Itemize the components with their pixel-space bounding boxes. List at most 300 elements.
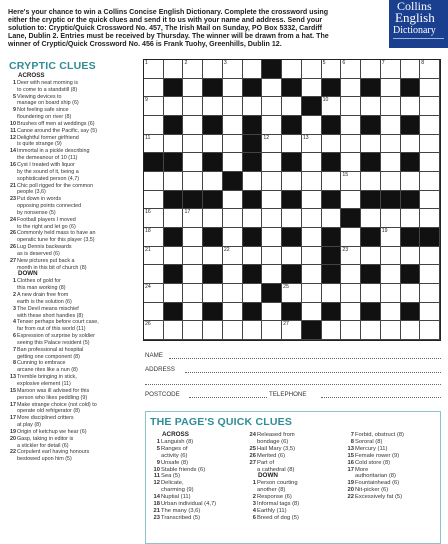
crossword-cell[interactable] <box>203 135 223 154</box>
crossword-cell[interactable] <box>223 116 243 135</box>
clue-item <box>344 446 440 453</box>
clue-text <box>17 107 143 121</box>
cell-number: 26 <box>145 321 151 328</box>
clue-number: 2 <box>13 292 16 298</box>
crossword-cell[interactable] <box>381 284 401 303</box>
crossword-cell[interactable] <box>401 135 421 154</box>
clue-text-line: Sororal (8) <box>355 438 383 445</box>
crossword-cell[interactable] <box>282 135 302 154</box>
crossword-cell[interactable] <box>381 321 401 340</box>
crossword-cell[interactable] <box>361 284 381 303</box>
clue-text <box>17 217 143 231</box>
crossword-cell[interactable] <box>183 284 203 303</box>
crossword-cell[interactable] <box>341 191 361 210</box>
crossword-cell[interactable] <box>381 247 401 266</box>
crossword-cell[interactable] <box>203 209 223 228</box>
clue-text <box>257 515 342 522</box>
crossword-cell[interactable] <box>262 321 282 340</box>
crossword-cell[interactable] <box>262 209 282 228</box>
clue-text-line: by nonsense (5) <box>17 209 56 216</box>
crossword-cell[interactable] <box>341 135 361 154</box>
crossword-block <box>341 209 361 228</box>
clue-number: 24 <box>10 216 16 223</box>
clue-text-line: Delightful former girlfriend <box>17 134 79 141</box>
quick-down-heading: DOWN <box>258 472 278 480</box>
crossword-cell[interactable] <box>282 321 302 340</box>
clue-text <box>355 453 440 460</box>
intro-text <box>8 8 386 48</box>
clue-item <box>344 432 440 439</box>
crossword-cell[interactable] <box>302 135 322 154</box>
address-row-2 <box>145 378 441 388</box>
clue-text <box>161 480 246 494</box>
crossword-cell[interactable] <box>262 135 282 154</box>
crossword-cell[interactable] <box>262 265 282 284</box>
clue-text-line: Hail Mary (3,5) <box>257 445 296 452</box>
crossword-cell[interactable] <box>302 116 322 135</box>
clue-number: 27 <box>10 257 16 264</box>
crossword-block <box>203 191 223 210</box>
crossword-cell[interactable] <box>203 321 223 340</box>
crossword-cell[interactable] <box>341 79 361 98</box>
crossword-cell[interactable] <box>164 247 184 266</box>
crossword-cell[interactable] <box>203 284 223 303</box>
crossword-cells <box>144 60 440 340</box>
clue-item <box>150 473 246 480</box>
clue-item <box>246 432 342 446</box>
crossword-block <box>322 116 342 135</box>
clue-number: 15 <box>10 387 16 394</box>
crossword-cell[interactable] <box>223 97 243 116</box>
clue-text-line: month in this bit of church (8) <box>17 264 87 271</box>
crossword-cell[interactable] <box>223 135 243 154</box>
cell-number: 22 <box>223 246 230 253</box>
crossword-cell[interactable] <box>282 172 302 191</box>
crossword-cell[interactable] <box>420 135 440 154</box>
crossword-cell[interactable] <box>322 60 342 79</box>
crossword-cell[interactable] <box>144 116 164 135</box>
clue-text-line: by the sound of it, being a <box>17 168 79 175</box>
crossword-cell[interactable] <box>144 97 164 116</box>
name-field[interactable] <box>169 358 441 359</box>
clue-text-line: Merited (6) <box>257 452 286 459</box>
crossword-cell[interactable] <box>223 79 243 98</box>
crossword-cell[interactable] <box>282 247 302 266</box>
dictionary-cover-image <box>389 0 448 48</box>
crossword-cell[interactable] <box>381 116 401 135</box>
crossword-cell[interactable] <box>144 265 164 284</box>
clue-text-line: the demeanour of 10 (11) <box>17 155 78 162</box>
crossword-cell[interactable] <box>183 209 203 228</box>
crossword-cell[interactable] <box>144 321 164 340</box>
crossword-cell[interactable] <box>223 247 243 266</box>
crossword-cell[interactable] <box>420 303 440 322</box>
crossword-cell[interactable] <box>322 209 342 228</box>
crossword-cell[interactable] <box>183 135 203 154</box>
crossword-cell[interactable] <box>401 97 421 116</box>
crossword-cell[interactable] <box>144 247 164 266</box>
cryptic-clues-list <box>8 73 143 463</box>
crossword-cell[interactable] <box>361 60 381 79</box>
crossword-cell[interactable] <box>341 172 361 191</box>
crossword-cell[interactable] <box>322 172 342 191</box>
crossword-cell[interactable] <box>302 191 322 210</box>
crossword-cell[interactable] <box>322 284 342 303</box>
crossword-cell[interactable] <box>282 60 302 79</box>
clue-text-line: Part of <box>257 459 275 466</box>
crossword-cell[interactable] <box>164 284 184 303</box>
clue-number: 1 <box>156 438 160 445</box>
telephone-field[interactable] <box>321 397 441 398</box>
crossword-block <box>223 172 243 191</box>
crossword-cell[interactable] <box>262 172 282 191</box>
crossword-cell[interactable] <box>401 284 421 303</box>
crossword-cell[interactable] <box>381 228 401 247</box>
crossword-block <box>361 153 381 172</box>
crossword-cell[interactable] <box>341 265 361 284</box>
crossword-cell[interactable] <box>282 209 302 228</box>
crossword-cell[interactable] <box>144 284 164 303</box>
crossword-cell[interactable] <box>223 321 243 340</box>
crossword-cell[interactable] <box>262 116 282 135</box>
crossword-cell[interactable] <box>262 79 282 98</box>
clue-text <box>161 473 246 480</box>
crossword-cell[interactable] <box>302 153 322 172</box>
crossword-block <box>164 303 184 322</box>
crossword-block <box>302 97 322 116</box>
crossword-block <box>243 265 263 284</box>
crossword-cell[interactable] <box>164 209 184 228</box>
crossword-cell[interactable] <box>420 172 440 191</box>
crossword-block <box>282 303 302 322</box>
crossword-cell[interactable] <box>262 153 282 172</box>
crossword-cell[interactable] <box>164 60 184 79</box>
crossword-cell[interactable] <box>361 321 381 340</box>
clue-text-line: opposing points connected <box>17 203 82 210</box>
clue-number: 11 <box>153 473 160 480</box>
clue-item <box>8 347 143 361</box>
crossword-cell[interactable] <box>341 247 361 266</box>
crossword-cell[interactable] <box>164 97 184 116</box>
crossword-cell[interactable] <box>144 172 164 191</box>
clue-number: 18 <box>153 501 160 508</box>
clue-item <box>246 453 342 460</box>
clue-item <box>150 494 246 501</box>
clue-text-line: Put down in words <box>17 196 62 203</box>
crossword-cell[interactable] <box>361 209 381 228</box>
clue-item <box>344 460 440 467</box>
cell-number: 9 <box>145 97 148 104</box>
quick-clues-panel <box>145 411 441 544</box>
crossword-cell[interactable] <box>420 116 440 135</box>
clue-text <box>17 402 143 416</box>
crossword-block <box>361 116 381 135</box>
crossword-cell[interactable] <box>401 60 421 79</box>
crossword-cell[interactable] <box>361 135 381 154</box>
crossword-block <box>164 265 184 284</box>
crossword-cell[interactable] <box>420 209 440 228</box>
crossword-cell[interactable] <box>183 172 203 191</box>
clue-text <box>257 453 342 460</box>
crossword-cell[interactable] <box>361 247 381 266</box>
crossword-cell[interactable] <box>420 79 440 98</box>
clue-number: 23 <box>10 196 16 203</box>
clue-item <box>246 480 342 494</box>
crossword-cell[interactable] <box>144 60 164 79</box>
crossword-cell[interactable] <box>361 97 381 116</box>
crossword-cell[interactable] <box>341 284 361 303</box>
clue-text-line: The many (3,6) <box>161 507 201 514</box>
clue-number: 17 <box>10 415 16 422</box>
crossword-cell[interactable] <box>144 303 164 322</box>
crossword-cell[interactable] <box>144 228 164 247</box>
dictionary-brand: Collins <box>397 0 432 13</box>
clue-text-line: person who likes peddling (9) <box>17 394 88 401</box>
down-heading: DOWN <box>18 270 38 278</box>
clue-item <box>8 449 143 463</box>
clue-text-line: Football players I moved <box>17 216 76 223</box>
crossword-cell[interactable] <box>183 247 203 266</box>
clue-number: 24 <box>249 432 256 438</box>
crossword-cell[interactable] <box>223 284 243 303</box>
crossword-cell[interactable] <box>262 247 282 266</box>
clue-text <box>17 415 143 429</box>
crossword-cell[interactable] <box>144 191 164 210</box>
intro-line: winner of Cryptic/Quick Crossword No. 456 is Frank Tuohy, Greenhills, Dublin 12. <box>8 40 282 49</box>
quick-col-3 <box>344 432 440 501</box>
crossword-cell[interactable] <box>420 97 440 116</box>
clue-text-line: Immortal in a pickle describing <box>17 148 90 155</box>
crossword-cell[interactable] <box>341 228 361 247</box>
crossword-cell[interactable] <box>183 116 203 135</box>
clue-text-line: arcane rites like a nun (8) <box>17 367 78 374</box>
crossword-block <box>361 228 381 247</box>
crossword-cell[interactable] <box>203 172 223 191</box>
clue-text-line: earth is the solution (6) <box>17 298 72 305</box>
crossword-cell[interactable] <box>243 209 263 228</box>
crossword-cell[interactable] <box>262 303 282 322</box>
clue-text <box>17 183 143 197</box>
crossword-cell[interactable] <box>223 303 243 322</box>
clue-text <box>257 460 342 474</box>
crossword-cell[interactable] <box>302 247 322 266</box>
clue-text <box>257 494 342 501</box>
crossword-cell[interactable] <box>262 97 282 116</box>
crossword-block <box>420 228 440 247</box>
crossword-cell[interactable] <box>381 153 401 172</box>
clue-text-line: Not feeling safe since <box>17 107 69 114</box>
intro-line: either the cryptic or the quick clues and send it to us with your name and address. Send your <box>8 16 323 25</box>
crossword-cell[interactable] <box>243 97 263 116</box>
clue-text-line: another (8) <box>257 487 286 494</box>
crossword-cell[interactable] <box>282 97 302 116</box>
crossword-cell[interactable] <box>144 79 164 98</box>
clue-text <box>17 196 143 217</box>
crossword-cell[interactable] <box>223 191 243 210</box>
crossword-cell[interactable] <box>420 60 440 79</box>
clue-number: 26 <box>10 244 16 251</box>
crossword-cell[interactable] <box>262 191 282 210</box>
clue-text-line: Ban professional at hospital <box>17 346 84 353</box>
crossword-cell[interactable] <box>302 60 322 79</box>
crossword-cell[interactable] <box>302 265 322 284</box>
crossword-cell[interactable] <box>302 209 322 228</box>
clue-text-line: The Devil means mischief <box>17 305 79 312</box>
clue-text <box>17 333 143 347</box>
crossword-cell[interactable] <box>282 284 302 303</box>
clue-item <box>8 402 143 416</box>
crossword-cell[interactable] <box>381 172 401 191</box>
crossword-cell[interactable] <box>164 172 184 191</box>
crossword-block <box>322 79 342 98</box>
crossword-cell[interactable] <box>183 228 203 247</box>
crossword-cell[interactable] <box>401 209 421 228</box>
clue-text <box>17 278 143 292</box>
clue-text <box>161 501 246 508</box>
crossword-block <box>282 116 302 135</box>
crossword-cell[interactable] <box>243 172 263 191</box>
crossword-cell[interactable] <box>302 303 322 322</box>
clue-text-line: New pictures put back a <box>17 257 75 264</box>
crossword-cell[interactable] <box>341 153 361 172</box>
clue-text-line: Nuptial (11) <box>161 494 191 501</box>
crossword-cell[interactable] <box>381 303 401 322</box>
crossword-cell[interactable] <box>381 97 401 116</box>
cell-number: 7 <box>381 60 385 66</box>
crossword-cell[interactable] <box>361 172 381 191</box>
crossword-cell[interactable] <box>322 97 342 116</box>
crossword-block <box>243 153 263 172</box>
crossword-cell[interactable] <box>223 60 243 79</box>
clue-text <box>257 446 342 453</box>
crossword-cell[interactable] <box>341 60 361 79</box>
crossword-cell[interactable] <box>420 284 440 303</box>
cell-number: 6 <box>342 60 346 66</box>
clue-text <box>17 306 143 320</box>
clue-text <box>17 162 143 183</box>
clue-number: 7 <box>350 432 354 438</box>
crossword-block <box>401 303 421 322</box>
clue-text-line: getting one component (8) <box>17 353 80 360</box>
crossword-cell[interactable] <box>341 97 361 116</box>
clue-number: 1 <box>252 480 256 487</box>
crossword-cell[interactable] <box>183 265 203 284</box>
crossword-cell[interactable] <box>183 60 203 79</box>
clue-text-line: a stickler for detail (6) <box>17 442 69 449</box>
crossword-cell[interactable] <box>420 321 440 340</box>
crossword-cell[interactable] <box>203 60 223 79</box>
quick-down-list-2 <box>344 432 440 501</box>
crossword-cell[interactable] <box>223 153 243 172</box>
crossword-block <box>203 303 223 322</box>
address-field-line-2[interactable] <box>145 384 441 385</box>
postcode-label: POSTCODE <box>145 391 180 398</box>
crossword-cell[interactable] <box>401 172 421 191</box>
crossword-cell[interactable] <box>341 303 361 322</box>
crossword-cell[interactable] <box>183 321 203 340</box>
crossword-cell[interactable] <box>223 265 243 284</box>
crossword-cell[interactable] <box>183 79 203 98</box>
crossword-cell[interactable] <box>302 172 322 191</box>
crossword-cell[interactable] <box>243 60 263 79</box>
clue-number: 9 <box>13 107 16 114</box>
crossword-cell[interactable] <box>164 321 184 340</box>
crossword-cell[interactable] <box>243 247 263 266</box>
crossword-cell[interactable] <box>401 321 421 340</box>
crossword-cell[interactable] <box>420 247 440 266</box>
clue-number: 5 <box>13 93 16 100</box>
crossword-block <box>164 228 184 247</box>
postcode-field[interactable] <box>189 397 267 398</box>
crossword-cell[interactable] <box>183 97 203 116</box>
clue-number: 16 <box>10 161 16 168</box>
clue-item <box>344 439 440 446</box>
crossword-cell[interactable] <box>322 135 342 154</box>
crossword-cell[interactable] <box>381 265 401 284</box>
crossword-block <box>381 191 401 210</box>
crossword-cell[interactable] <box>341 116 361 135</box>
crossword-cell[interactable] <box>183 153 203 172</box>
crossword-cell[interactable] <box>381 79 401 98</box>
crossword-cell[interactable] <box>223 209 243 228</box>
crossword-cell[interactable] <box>420 153 440 172</box>
crossword-cell[interactable] <box>401 247 421 266</box>
clue-item <box>8 374 143 388</box>
clue-number: 15 <box>347 452 354 459</box>
crossword-cell[interactable] <box>420 265 440 284</box>
clue-item <box>8 306 143 320</box>
crossword-cell[interactable] <box>203 97 223 116</box>
crossword-cell[interactable] <box>381 135 401 154</box>
clue-text <box>17 436 143 450</box>
clue-number: 25 <box>249 445 256 452</box>
crossword-cell[interactable] <box>144 209 164 228</box>
clue-text-line: sophisticated person (4,7) <box>17 175 80 182</box>
clue-text-line: Make strange choice (not cold) to <box>17 401 97 408</box>
crossword-cell[interactable] <box>302 284 322 303</box>
crossword-cell[interactable] <box>203 247 223 266</box>
clue-text-line: Brushes off men at weddings (6) <box>17 120 95 127</box>
crossword-cell[interactable] <box>262 228 282 247</box>
cell-number: 3 <box>223 60 227 66</box>
clue-text-line: Person courting <box>257 480 298 487</box>
crossword-cell[interactable] <box>243 284 263 303</box>
crossword-cell[interactable] <box>243 321 263 340</box>
clue-text-line: Female rower (9) <box>355 452 400 459</box>
dictionary-title: English <box>395 10 435 25</box>
crossword-cell[interactable] <box>420 191 440 210</box>
clue-text-line: far from out of this world (11) <box>17 326 86 333</box>
crossword-cell[interactable] <box>322 321 342 340</box>
clue-text-line: activity (6) <box>161 452 188 459</box>
crossword-cell[interactable] <box>381 209 401 228</box>
crossword-cell[interactable] <box>144 135 164 154</box>
crossword-cell[interactable] <box>183 303 203 322</box>
clue-item <box>150 480 246 494</box>
crossword-cell[interactable] <box>381 60 401 79</box>
crossword-cell[interactable] <box>223 228 243 247</box>
clue-number: 12 <box>153 480 160 487</box>
crossword-block <box>282 79 302 98</box>
clue-text <box>17 121 143 128</box>
address-field[interactable] <box>185 372 441 373</box>
crossword-cell[interactable] <box>341 321 361 340</box>
crossword-block <box>322 153 342 172</box>
crossword-cell[interactable] <box>302 228 322 247</box>
crossword-cell[interactable] <box>302 79 322 98</box>
clue-item <box>8 292 143 306</box>
crossword-cell[interactable] <box>164 135 184 154</box>
